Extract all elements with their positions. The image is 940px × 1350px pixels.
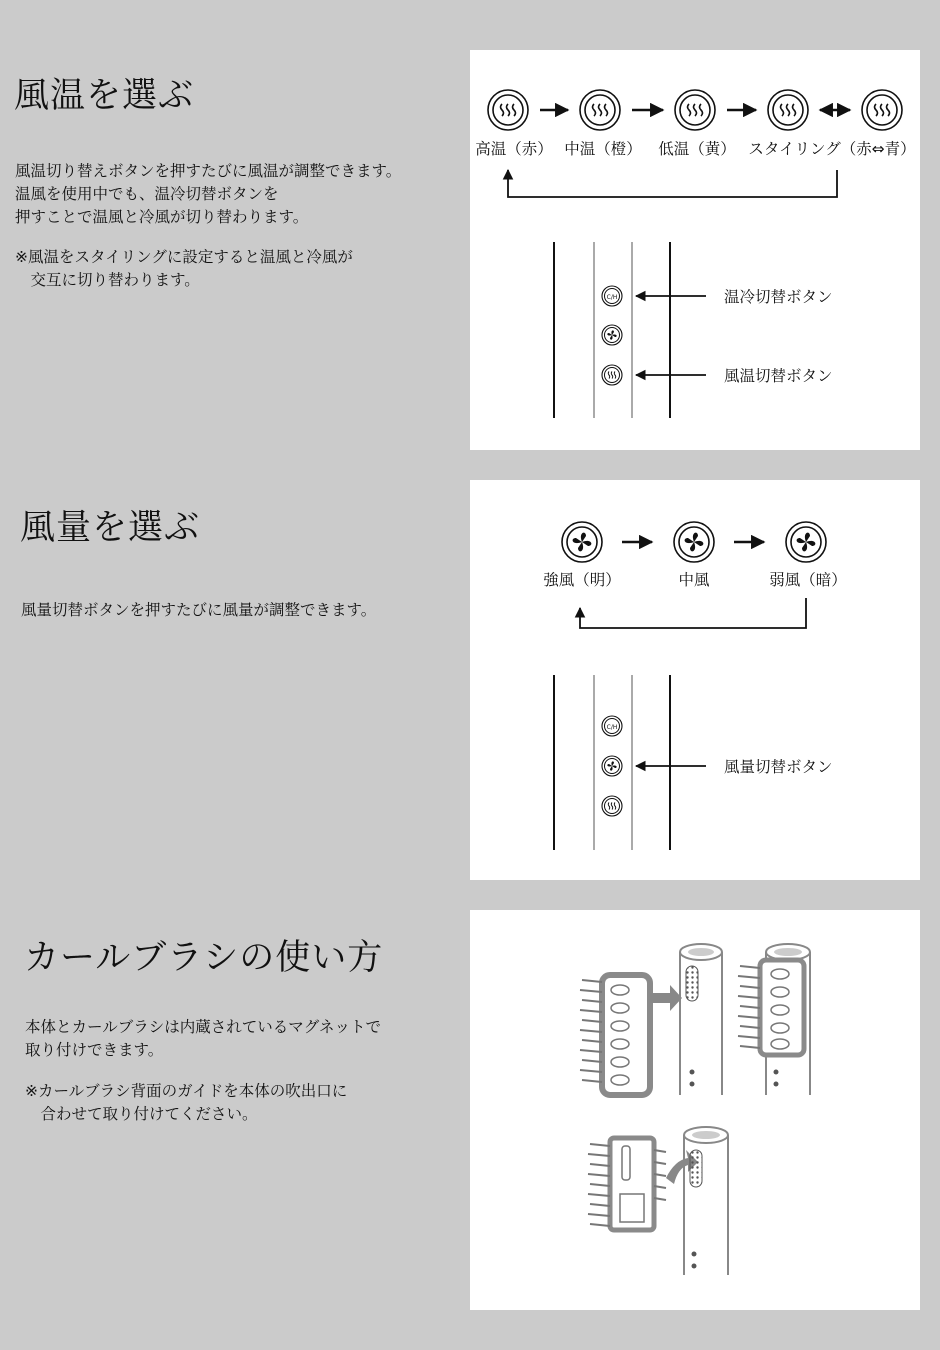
brush-illustration — [470, 910, 920, 1310]
cycle-return-arrow — [580, 598, 806, 628]
note-line: 合わせて取り付けてください。 — [25, 1105, 258, 1123]
temperature-callout-label: 風温切替ボタン — [724, 367, 833, 385]
brush-detached-illustration — [580, 975, 650, 1095]
desc-line: 本体とカールブラシは内蔵されているマグネットで — [25, 1018, 382, 1036]
temp-section-note — [15, 246, 353, 292]
mode-label-styling: スタイリング（赤⇔青） — [748, 140, 916, 158]
desc-line: 押すことで温風と冷風が切り替わります。 — [15, 208, 309, 226]
brush-attached-illustration — [738, 944, 810, 1095]
airflow-button-icon — [602, 756, 622, 776]
note-line: ※カールブラシ背面のガイドを本体の吹出口に — [25, 1082, 348, 1100]
cycle-return-arrow — [508, 170, 837, 197]
temp-diagram — [470, 50, 920, 450]
attach-arrow-icon — [650, 985, 682, 1011]
main-body-illustration — [680, 944, 722, 1095]
note-line: ※風温をスタイリングに設定すると温風と冷風が — [15, 248, 353, 266]
temp-diagram-panel — [470, 50, 920, 450]
temp-section-description — [15, 160, 401, 229]
brush-section-note — [25, 1080, 347, 1126]
temperature-button-icon — [602, 796, 622, 816]
main-body-rear-illustration — [684, 1127, 728, 1275]
airflow-diagram-panel — [470, 480, 920, 880]
desc-line: 取り付けできます。 — [25, 1041, 164, 1059]
mode-label-strong: 強風（明） — [543, 571, 621, 589]
airflow-diagram — [470, 480, 920, 880]
temp-section-title: 風温を選ぶ — [14, 76, 195, 116]
brush-section-description — [25, 1016, 381, 1062]
mode-label-medium: 中温（橙） — [564, 140, 642, 158]
fan-weak-icon — [786, 522, 826, 562]
heat-medium-icon — [580, 90, 620, 130]
heat-high-icon — [488, 90, 528, 130]
mode-label-medium: 中風 — [678, 571, 710, 589]
mode-label-high: 高温（赤） — [475, 140, 553, 158]
desc-line: 温風を使用中でも、温冷切替ボタンを — [15, 185, 279, 203]
brush-rear-guide-illustration — [588, 1138, 666, 1230]
mode-label-weak: 弱風（暗） — [769, 571, 847, 589]
cool-shot-glyph: C/H — [606, 294, 618, 301]
cool-shot-button-icon — [602, 716, 622, 736]
airflow-callout-label: 風量切替ボタン — [724, 758, 833, 776]
cool-shot-glyph: C/H — [606, 724, 618, 731]
desc-line: 風量切替ボタンを押すたびに風量が調整できます。 — [21, 601, 377, 619]
heat-styling-alt-icon — [862, 90, 902, 130]
cool-shot-callout-label: 温冷切替ボタン — [724, 288, 833, 306]
cool-shot-button-icon — [602, 286, 622, 306]
airflow-section-description — [21, 599, 376, 622]
fan-strong-icon — [562, 522, 602, 562]
fan-medium-icon — [674, 522, 714, 562]
temperature-button-icon — [602, 365, 622, 385]
airflow-button-icon — [602, 325, 622, 345]
heat-styling-icon — [768, 90, 808, 130]
brush-illustration-panel — [470, 910, 920, 1310]
mode-label-low: 低温（黄） — [658, 140, 736, 158]
heat-low-icon — [675, 90, 715, 130]
desc-line: 風温切り替えボタンを押すたびに風温が調整できます。 — [15, 162, 402, 180]
note-line: 交互に切り替わります。 — [15, 271, 200, 289]
airflow-section-title: 風量を選ぶ — [20, 508, 201, 548]
brush-section-title: カールブラシの使い方 — [24, 938, 384, 978]
